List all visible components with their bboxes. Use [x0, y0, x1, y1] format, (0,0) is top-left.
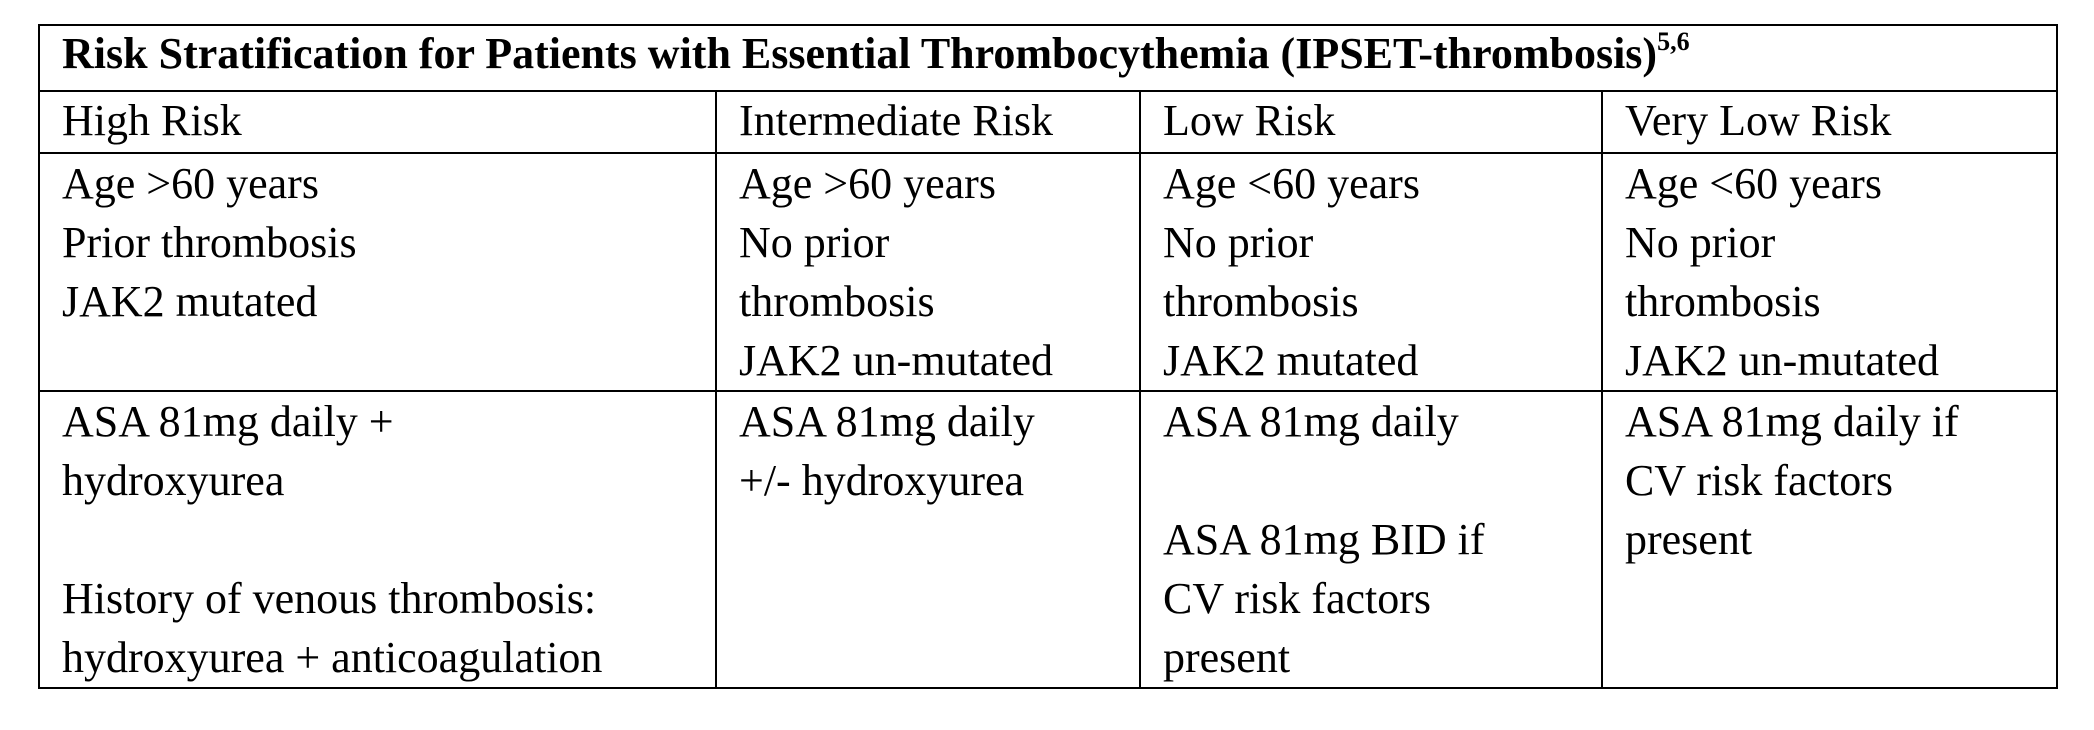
treatment-line: CV risk factors	[1163, 574, 1432, 623]
criteria-line: Age >60 years	[62, 159, 319, 208]
risk-stratification-table	[38, 24, 2058, 689]
treatment-line: ASA 81mg daily	[739, 397, 1035, 446]
title-row	[39, 25, 2057, 91]
table-title	[39, 25, 2057, 91]
criteria-line: No prior	[1163, 218, 1314, 267]
criteria-line: JAK2 un-mutated	[1625, 336, 1940, 385]
criteria-very-low-risk	[1602, 153, 2057, 391]
criteria-line: Prior thrombosis	[62, 218, 357, 267]
header-row	[39, 91, 2057, 153]
treatment-high-risk	[39, 391, 716, 688]
treatment-line: CV risk factors	[1625, 456, 1894, 505]
criteria-line: No prior	[739, 218, 890, 267]
criteria-row	[39, 153, 2057, 391]
header-low-risk: Low Risk	[1140, 91, 1602, 153]
criteria-line: No prior	[1625, 218, 1776, 267]
header-very-low-risk: Very Low Risk	[1602, 91, 2057, 153]
treatment-intermediate-risk	[716, 391, 1140, 688]
treatment-very-low-risk	[1602, 391, 2057, 688]
criteria-line: Age <60 years	[1163, 159, 1420, 208]
criteria-intermediate-risk	[716, 153, 1140, 391]
treatment-line: hydroxyurea	[62, 456, 285, 505]
treatment-low-risk	[1140, 391, 1602, 688]
criteria-line: JAK2 un-mutated	[739, 336, 1054, 385]
treatment-line: ASA 81mg daily	[1163, 397, 1459, 446]
criteria-high-risk	[39, 153, 716, 391]
treatment-line: hydroxyurea + anticoagulation	[62, 633, 603, 682]
treatment-line: ASA 81mg BID if	[1163, 515, 1485, 564]
table-title-text: Risk Stratification for Patients with Essential Thrombocythemia (IPSET-thrombosis)	[62, 29, 1658, 78]
treatment-line: present	[1625, 515, 1753, 564]
treatment-line: ASA 81mg daily if	[1625, 397, 1959, 446]
treatment-line: present	[1163, 633, 1291, 682]
criteria-line: JAK2 mutated	[62, 277, 318, 326]
criteria-low-risk	[1140, 153, 1602, 391]
header-high-risk: High Risk	[39, 91, 716, 153]
treatment-line: History of venous thrombosis:	[62, 574, 597, 623]
criteria-line: Age <60 years	[1625, 159, 1882, 208]
treatment-line: +/- hydroxyurea	[739, 456, 1025, 505]
criteria-line: thrombosis	[1163, 277, 1359, 326]
treatment-line: ASA 81mg daily +	[62, 397, 394, 446]
criteria-line: JAK2 mutated	[1163, 336, 1419, 385]
criteria-line: Age >60 years	[739, 159, 996, 208]
header-intermediate-risk: Intermediate Risk	[716, 91, 1140, 153]
treatment-row	[39, 391, 2057, 688]
treatment-spacer	[1163, 451, 1601, 510]
criteria-line: thrombosis	[1625, 277, 1821, 326]
criteria-line: thrombosis	[739, 277, 935, 326]
treatment-spacer	[62, 510, 715, 569]
table-title-superscript: 5,6	[1657, 27, 1690, 57]
